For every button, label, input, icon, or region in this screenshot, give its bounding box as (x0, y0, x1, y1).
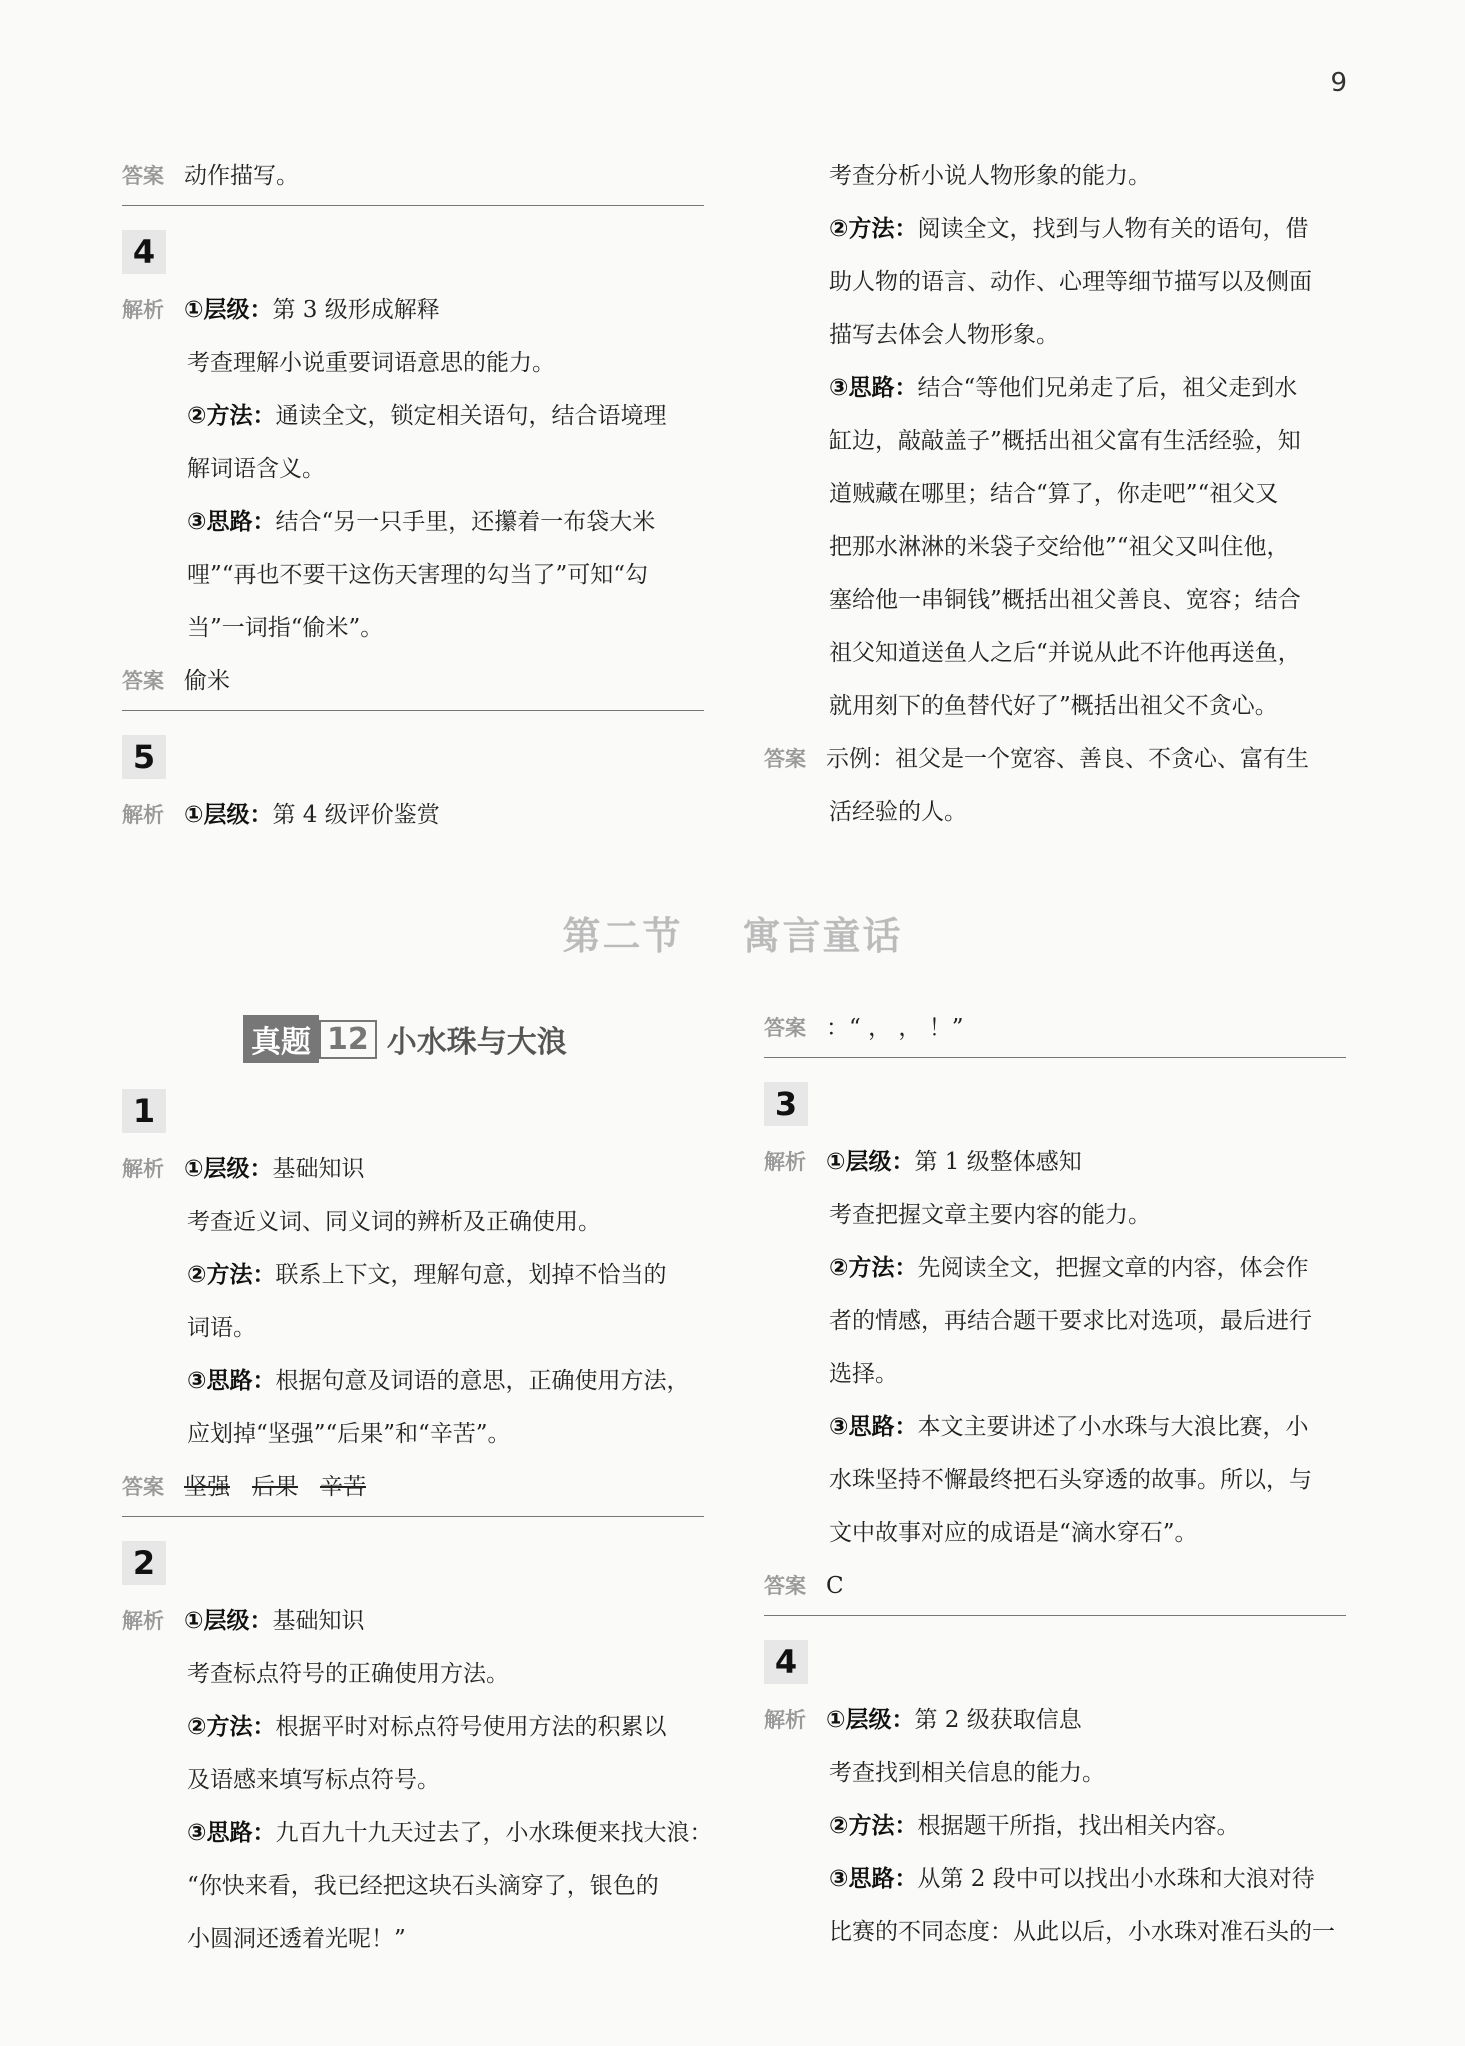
question-number: 4 (764, 1640, 808, 1684)
heading: ②方法： (829, 216, 918, 242)
text-line: 解词语含义。 (187, 456, 325, 482)
heading: ②方法： (829, 1255, 918, 1281)
heading: ③思路： (187, 1820, 276, 1846)
text: 基础知识 (272, 1156, 365, 1182)
text-line: 缸边，敲敲盖子”概括出祖父富有生活经验，知 (829, 428, 1301, 454)
heading: ①层级： (184, 802, 273, 828)
answer-word: 辛苦 (320, 1474, 366, 1500)
text-line: 道贼藏在哪里；结合“算了，你走吧”“祖父又 (829, 481, 1279, 507)
text-line: 哩”“再也不要干这伤天害理的勾当了”可知“勾 (187, 562, 649, 588)
divider (122, 205, 704, 206)
text-line: 把那水淋淋的米袋子交给他”“祖父又叫住他， (829, 534, 1290, 560)
text-line: 比赛的不同态度：从此以后，小水珠对准石头的一 (829, 1919, 1335, 1945)
text-line: 考查分析小说人物形象的能力。 (829, 163, 1151, 189)
divider (122, 1516, 704, 1517)
heading: ②方法： (187, 403, 276, 429)
text: 第 1 级整体感知 (914, 1149, 1082, 1175)
answer-word: 坚强 (184, 1474, 230, 1500)
text-line: 水珠坚持不懈最终把石头穿透的故事。所以，与 (829, 1467, 1312, 1493)
right-column-bottom (764, 1002, 1346, 1959)
left-column-top (122, 150, 704, 842)
exam-label: 真题 (243, 1015, 319, 1063)
text-line: 助人物的语言、动作、心理等细节描写以及侧面 (829, 269, 1312, 295)
text: 根据平时对标点符号使用方法的积累以 (275, 1714, 667, 1740)
text-line: 词语。 (187, 1315, 256, 1341)
text-line: 小圆洞还透着光呢！” (187, 1926, 406, 1952)
question-number: 1 (122, 1089, 166, 1133)
divider (764, 1615, 1346, 1616)
text-line: 考查理解小说重要词语意思的能力。 (187, 350, 555, 376)
heading: ②方法： (829, 1813, 918, 1839)
answer-text: ：“ ， ， ！” (826, 1015, 964, 1041)
question-number: 3 (764, 1082, 808, 1126)
exam-name: 小水珠与大浪 (386, 1025, 567, 1060)
text-line: 祖父知道送鱼人之后“并说从此不许他再送鱼， (829, 640, 1301, 666)
answer-tag: 答案 (122, 164, 164, 188)
divider (122, 710, 704, 711)
text-line: 就用刻下的鱼替代好了”概括出祖父不贪心。 (829, 693, 1278, 719)
text: 第 4 级评价鉴赏 (272, 802, 440, 828)
text: 从第 2 段中可以找出小水珠和大浪对待 (917, 1866, 1315, 1892)
answer-text: 示例：祖父是一个宽容、善良、不贪心、富有生 (826, 746, 1309, 772)
answer-tag: 答案 (764, 1016, 806, 1040)
text: 先阅读全文，把握文章的内容，体会作 (917, 1255, 1309, 1281)
text: 本文主要讲述了小水珠与大浪比赛，小 (917, 1414, 1309, 1440)
section-title (0, 905, 1465, 960)
text-line: 文中故事对应的成语是“滴水穿石”。 (829, 1520, 1198, 1546)
answer-word: 后果 (252, 1474, 298, 1500)
heading: ②方法： (187, 1262, 276, 1288)
text-line: 考查找到相关信息的能力。 (829, 1760, 1105, 1786)
heading: ①层级： (826, 1707, 915, 1733)
heading: ③思路： (829, 1866, 918, 1892)
question-number: 2 (122, 1541, 166, 1585)
text-line: 考查标点符号的正确使用方法。 (187, 1661, 509, 1687)
answer-text: 动作描写。 (184, 163, 299, 189)
text: 根据题干所指，找出相关内容。 (917, 1813, 1240, 1839)
text: 阅读全文，找到与人物有关的语句，借 (917, 216, 1309, 242)
text-line: 及语感来填写标点符号。 (187, 1767, 440, 1793)
analysis-tag: 解析 (764, 1708, 806, 1732)
text-line: 应划掉“坚强”“后果”和“辛苦”。 (187, 1421, 511, 1447)
heading: ①层级： (184, 297, 273, 323)
text: 结合“等他们兄弟走了后，祖父走到水 (917, 375, 1298, 401)
text-line: 描写去体会人物形象。 (829, 322, 1059, 348)
heading: ①层级： (826, 1149, 915, 1175)
heading: ①层级： (184, 1608, 273, 1634)
right-column-top (764, 150, 1346, 839)
answer-tag: 答案 (122, 1475, 164, 1499)
heading: ③思路： (829, 1414, 918, 1440)
text: 九百九十九天过去了，小水珠便来找大浪： (275, 1820, 713, 1846)
section-name: 寓言童话 (742, 914, 903, 958)
answer-text: 偷米 (184, 668, 230, 694)
analysis-tag: 解析 (122, 803, 164, 827)
heading: ③思路： (187, 1368, 276, 1394)
answer-tag: 答案 (764, 747, 806, 771)
analysis-tag: 解析 (764, 1150, 806, 1174)
text-line: 选择。 (829, 1361, 898, 1387)
question-number: 5 (122, 735, 166, 779)
text-line: 考查把握文章主要内容的能力。 (829, 1202, 1151, 1228)
divider (764, 1057, 1346, 1058)
page-number: 9 (1330, 68, 1347, 98)
text: 联系上下文，理解句意，划掉不恰当的 (275, 1262, 667, 1288)
answer-text: C (826, 1573, 844, 1599)
text: 第 3 级形成解释 (272, 297, 440, 323)
exam-title (243, 1015, 567, 1063)
text: 结合“另一只手里，还攥着一布袋大米 (275, 509, 656, 535)
text: 根据句意及词语的意思，正确使用方法， (275, 1368, 690, 1394)
exam-number: 12 (319, 1020, 377, 1059)
text-line: 塞给他一串铜钱”概括出祖父善良、宽容；结合 (829, 587, 1301, 613)
analysis-tag: 解析 (122, 1609, 164, 1633)
analysis-tag: 解析 (122, 298, 164, 322)
heading: ①层级： (184, 1156, 273, 1182)
analysis-tag: 解析 (122, 1157, 164, 1181)
text: 基础知识 (272, 1608, 365, 1634)
text-line: 考查近义词、同义词的辨析及正确使用。 (187, 1209, 601, 1235)
answer-tag: 答案 (764, 1574, 806, 1598)
text-line: 当”一词指“偷米”。 (187, 615, 384, 641)
section-number: 第二节 (562, 914, 683, 958)
text: 第 2 级获取信息 (914, 1707, 1082, 1733)
question-number: 4 (122, 230, 166, 274)
answer-text: 活经验的人。 (829, 799, 967, 825)
text-line: 者的情感，再结合题干要求比对选项，最后进行 (829, 1308, 1312, 1334)
left-column-bottom (122, 1075, 713, 1966)
answer-tag: 答案 (122, 669, 164, 693)
text: 通读全文，锁定相关语句，结合语境理 (275, 403, 667, 429)
heading: ③思路： (829, 375, 918, 401)
text-line: “你快来看，我已经把这块石头滴穿了，银色的 (187, 1873, 659, 1899)
heading: ③思路： (187, 509, 276, 535)
heading: ②方法： (187, 1714, 276, 1740)
